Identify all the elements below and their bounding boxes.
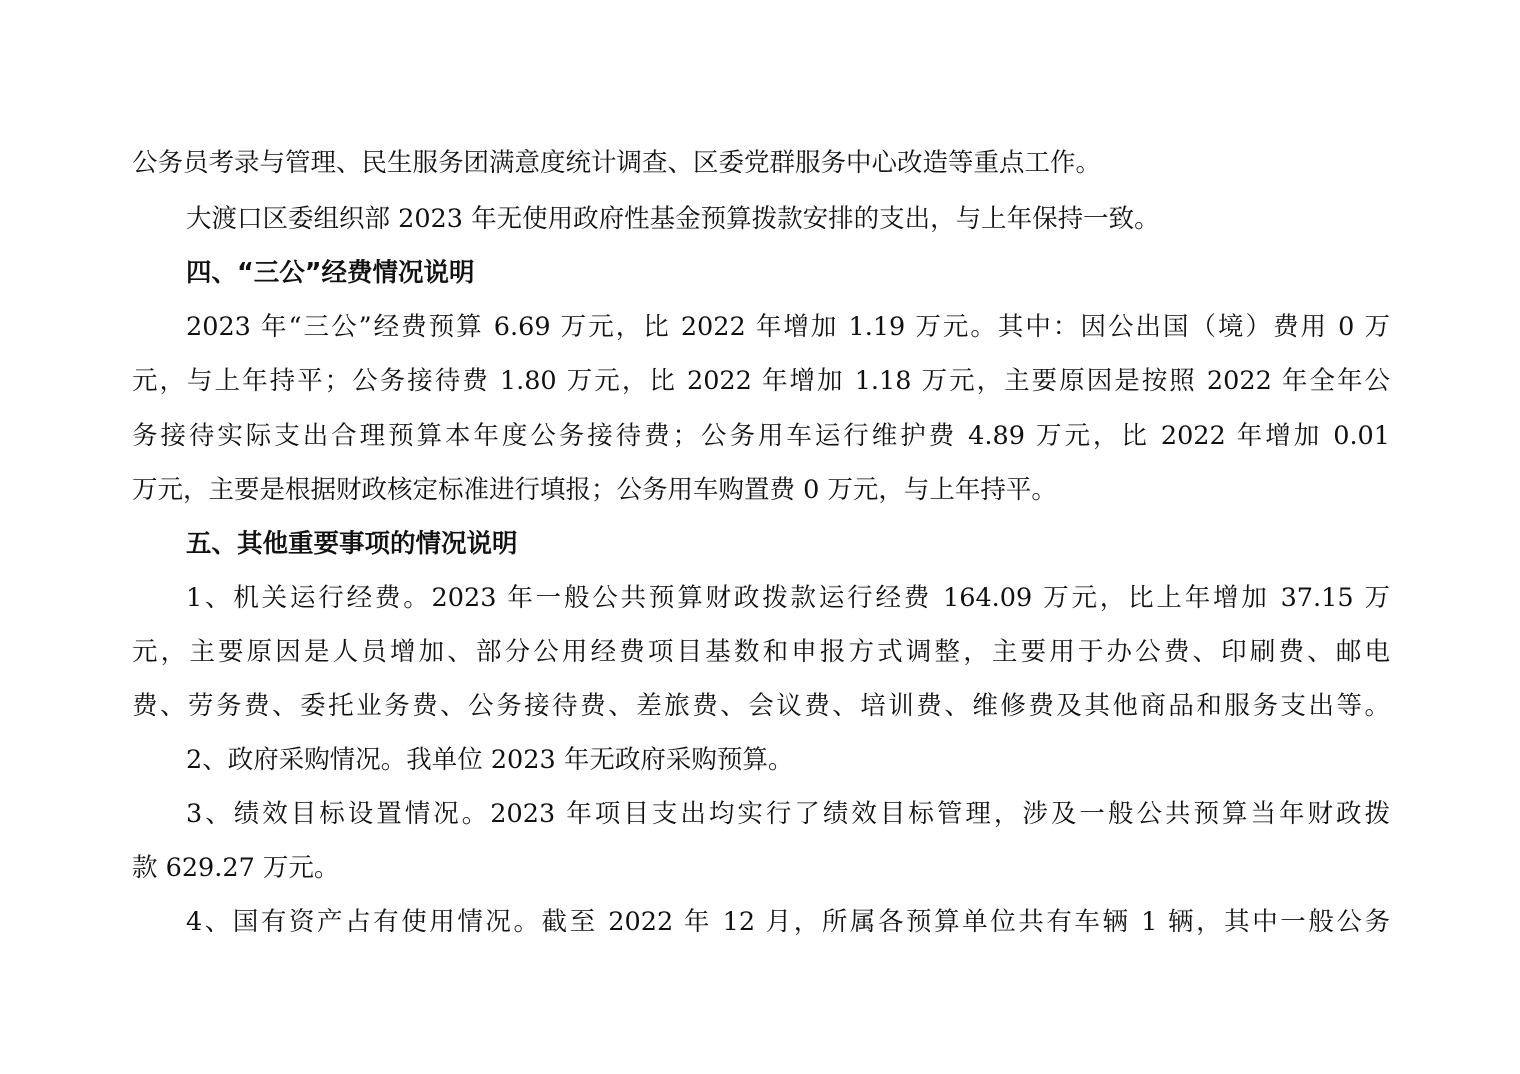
- paragraph-line: 务接待实际支出合理预算本年度公务接待费；公务用车运行维护费 4.89 万元，比 2022 年增加 0.01: [132, 421, 1390, 451]
- paragraph-line: 公务员考录与管理、民生服务团满意度统计调查、区委党群服务中心改造等重点工作。: [132, 148, 1102, 178]
- paragraph-line: 元，与上年持平；公务接待费 1.80 万元，比 2022 年增加 1.18 万元，主要原因是按照 2022 年全年公: [132, 366, 1390, 396]
- paragraph-line: 款 629.27 万元。: [132, 853, 340, 883]
- paragraph-line: 费、劳务费、委托业务费、公务接待费、差旅费、会议费、培训费、维修费及其他商品和服务支出等。: [132, 691, 1390, 721]
- paragraph-line: 4、国有资产占有使用情况。截至 2022 年 12 月，所属各预算单位共有车辆 1 辆，其中一般公务: [186, 907, 1390, 937]
- paragraph-line: 2023 年“三公”经费预算 6.69 万元，比 2022 年增加 1.19 万元。其中：因公出国（境）费用 0 万: [186, 312, 1390, 342]
- section-heading-4: 四、“三公”经费情况说明: [186, 258, 475, 288]
- paragraph-line: 3、绩效目标设置情况。2023 年项目支出均实行了绩效目标管理，涉及一般公共预算当年财政拨: [186, 799, 1390, 829]
- section-heading-5: 五、其他重要事项的情况说明: [186, 529, 518, 559]
- paragraph-line: 万元，主要是根据财政核定标准进行填报；公务用车购置费 0 万元，与上年持平。: [132, 475, 1057, 505]
- paragraph-line: 大渡口区委组织部 2023 年无使用政府性基金预算拨款安排的支出，与上年保持一致。: [186, 204, 1160, 234]
- paragraph-line: 1、机关运行经费。2023 年一般公共预算财政拨款运行经费 164.09 万元，比上年增加 37.15 万: [186, 583, 1390, 613]
- paragraph-line: 元，主要原因是人员增加、部分公用经费项目基数和申报方式调整，主要用于办公费、印刷费、邮电: [132, 637, 1390, 667]
- paragraph-line: 2、政府采购情况。我单位 2023 年无政府采购预算。: [186, 745, 794, 775]
